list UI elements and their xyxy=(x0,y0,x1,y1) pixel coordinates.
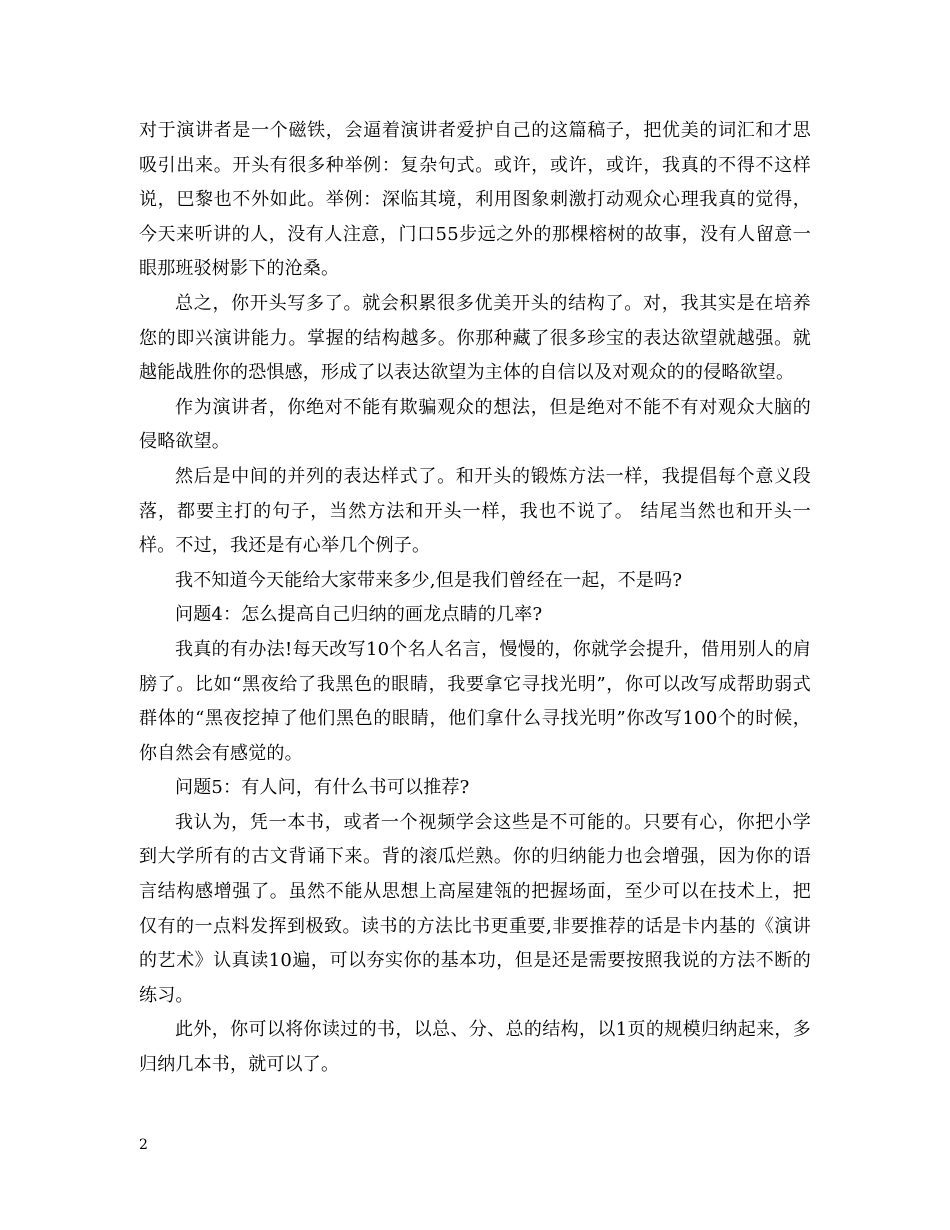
paragraph-7: 我真的有办法!每天改写10个名人名言，慢慢的，你就学会提升，借用别人的肩膀了。比如“黑夜给了我黑色的眼睛，我要拿它寻找光明”，你可以改写成帮助弱式群体的“黑夜挖掉了他们黑色的眼睛，他们拿什么寻找光明”你改写100个的时候，你自然会有感觉的。 xyxy=(139,638,811,764)
question-4-heading: 问题4：怎么提高自己归纳的画龙点睛的几率? xyxy=(175,604,543,626)
page-number: 2 xyxy=(139,1137,148,1153)
question-5-heading: 问题5：有人问，有什么书可以推荐? xyxy=(175,777,470,799)
paragraph-2: 总之，你开头写多了。就会积累很多优美开头的结构了。对，我其实是在培养您的即兴演讲能力。掌握的结构越多。你那种藏了很多珍宝的表达欲望就越强。就越能战胜你的恐惧感，形成了以表达欲望为主体的自信以及对观众的的侵略欲望。 xyxy=(139,292,811,384)
document-body xyxy=(139,114,811,1083)
paragraph-10: 此外，你可以将你读过的书，以总、分、总的结构，以1页的规模归纳起来，多归纳几本书，就可以了。 xyxy=(139,1019,811,1076)
paragraph-5: 我不知道今天能给大家带来多少,但是我们曾经在一起，不是吗? xyxy=(175,569,683,591)
paragraph-9: 我认为，凭一本书，或者一个视频学会这些是不可能的。只要有心，你把小学到大学所有的古文背诵下来。背的滚瓜烂熟。你的归纳能力也会增强，因为你的语言结构感增强了。虽然不能从思想上高屋建瓴的把握场面，至少可以在技术上，把仅有的一点料发挥到极致。读书的方法比书更重要,非要推荐的话是卡内基的《演讲的艺术》认真读10遍，可以夯实你的基本功，但是还是需要按照我说的方法不断的练习。 xyxy=(139,811,811,1006)
paragraph-4: 然后是中间的并列的表达样式了。和开头的锻炼方法一样，我提倡每个意义段落，都要主打的句子，当然方法和开头一样，我也不说了。 结尾当然也和开头一样。不过，我还是有心举几个例子。 xyxy=(139,465,811,557)
paragraph-1: 对于演讲者是一个磁铁，会逼着演讲者爱护自己的这篇稿子，把优美的词汇和才思吸引出来。开头有很多种举例：复杂句式。或许，或许，或许，我真的不得不这样说，巴黎也不外如此。举例：深临其境，利用图象刺激打动观众心理我真的觉得，今天来听讲的人，没有人注意，门口55步远之外的那棵榕树的故事，没有人留意一眼那班驳树影下的沧桑。 xyxy=(139,120,811,280)
paragraph-3: 作为演讲者，你绝对不能有欺骗观众的想法，但是绝对不能不有对观众大脑的侵略欲望。 xyxy=(139,396,811,453)
